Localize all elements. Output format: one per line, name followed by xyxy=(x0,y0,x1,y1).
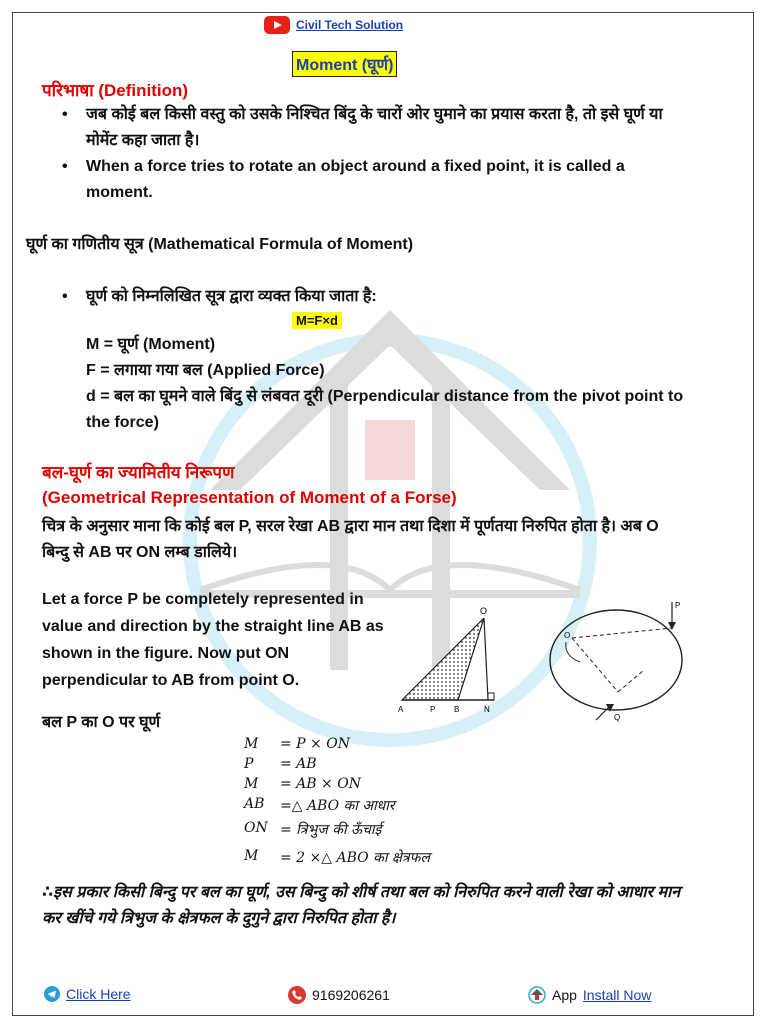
equation-lhs: M xyxy=(244,776,259,792)
bullet-dot: • xyxy=(62,288,68,305)
geometry-para-hindi: चित्र के अनुसार माना कि कोई बल P, सरल रेखा AB द्वारा मान तथा दिशा में पूर्णतया निरुपित होता है। अब O बिन्दु से AB पर ON लम्ब डालिये। xyxy=(42,518,659,561)
label-b: B xyxy=(454,705,460,714)
label-o1: O xyxy=(480,606,488,616)
geometry-heading-english: (Geometrical Representation of Moment of a Forse) xyxy=(42,488,457,507)
equation-row xyxy=(244,796,395,815)
youtube-channel[interactable] xyxy=(264,16,403,34)
label-o2: O xyxy=(564,631,571,640)
definition-heading: परिभाषा (Definition) xyxy=(42,81,189,100)
equation-rhs: = AB × ON xyxy=(280,776,361,792)
equation-rhs: = 2 ×△ ABO का क्षेत्रफल xyxy=(280,850,430,866)
phone-number: 9169206261 xyxy=(312,987,390,1003)
label-n: N xyxy=(484,705,490,714)
geometry-figure xyxy=(396,596,696,726)
equation-row xyxy=(244,776,361,792)
page-title: Moment (घूर्ण) xyxy=(292,51,397,77)
label-p2: P xyxy=(675,601,681,610)
geometry-para-english: Let a force P be completely represented in value and direction by the straight line AB as shown in the figure. Now put ON perpendicular to AB from point O. xyxy=(42,591,384,689)
install-now-link[interactable]: Install Now xyxy=(582,987,652,1003)
moment-label: बल P का O पर घूर्ण xyxy=(42,714,161,731)
equation-row xyxy=(244,848,430,867)
formula-d-line: d = बल का घूमने वाले बिंदु से लंबवत दूरी (Perpendicular distance from the pivot point to the force) xyxy=(86,388,684,431)
formula-bullet-text: घूर्ण को निम्नलिखित सूत्र द्वारा व्यक्त किया जाता है: xyxy=(86,288,377,305)
telegram-icon xyxy=(44,986,60,1002)
channel-link[interactable]: Civil Tech Solution xyxy=(296,18,404,32)
definition-english-text: When a force tries to rotate an object around a fixed point, it is called a moment. xyxy=(86,158,625,201)
definition-bullet-hindi xyxy=(62,102,686,154)
equation-row xyxy=(244,736,350,752)
phone-contact[interactable] xyxy=(288,986,390,1004)
phone-icon xyxy=(288,986,306,1004)
formula-bullet xyxy=(62,284,686,310)
label-a: A xyxy=(398,705,404,714)
conclusion-text: ∴इस प्रकार किसी बिन्दु पर बल का घूर्ण, उस बिन्दु को शीर्ष तथा बल को निरुपित करने वाली रेखा को आधार मान कर खींचे गये त्रिभुज के क्षेत्रफल के दुगुने द्वारा निरुपित होता है। xyxy=(42,884,681,927)
equation-row xyxy=(244,756,317,772)
formula-heading: घूर्ण का गणितीय सूत्र (Mathematical Formula of Moment) xyxy=(26,236,414,253)
formula-f-line: F = लगाया गया बल (Applied Force) xyxy=(86,362,325,379)
equation-rhs: =△ ABO का आधार xyxy=(280,798,395,814)
label-p: P xyxy=(430,705,436,714)
youtube-icon xyxy=(264,16,290,34)
app-install[interactable] xyxy=(528,986,651,1004)
equation-row xyxy=(244,820,381,839)
definition-bullet-english xyxy=(62,154,686,206)
equation-rhs: = त्रिभुज की ऊँचाई xyxy=(280,822,382,838)
equation-lhs: M xyxy=(244,848,259,864)
app-prefix: App xyxy=(552,987,577,1003)
telegram-link[interactable] xyxy=(44,986,131,1002)
bullet-dot: • xyxy=(62,106,68,123)
equation-lhs: M xyxy=(244,736,259,752)
app-logo-icon xyxy=(528,986,546,1004)
equation-lhs: P xyxy=(244,756,254,772)
formula-highlight: M=F×d xyxy=(292,312,342,329)
bullet-dot: • xyxy=(62,158,68,175)
definition-hindi-text: जब कोई बल किसी वस्तु को उसके निश्चित बिंदु के चारों ओर घुमाने का प्रयास करता है, तो इसे घूर्ण या मोमेंट कहा जाता है। xyxy=(86,106,663,149)
equation-lhs: AB xyxy=(244,796,265,812)
formula-m-line: M = घूर्ण (Moment) xyxy=(86,336,216,353)
telegram-link-text[interactable]: Click Here xyxy=(66,986,131,1002)
equation-rhs: = AB xyxy=(280,756,317,772)
label-q: Q xyxy=(614,713,621,722)
equation-lhs: ON xyxy=(244,820,268,836)
equation-rhs: = P × ON xyxy=(280,736,350,752)
geometry-heading-hindi: बल-घूर्ण का ज्यामितीय निरूपण xyxy=(42,463,235,482)
